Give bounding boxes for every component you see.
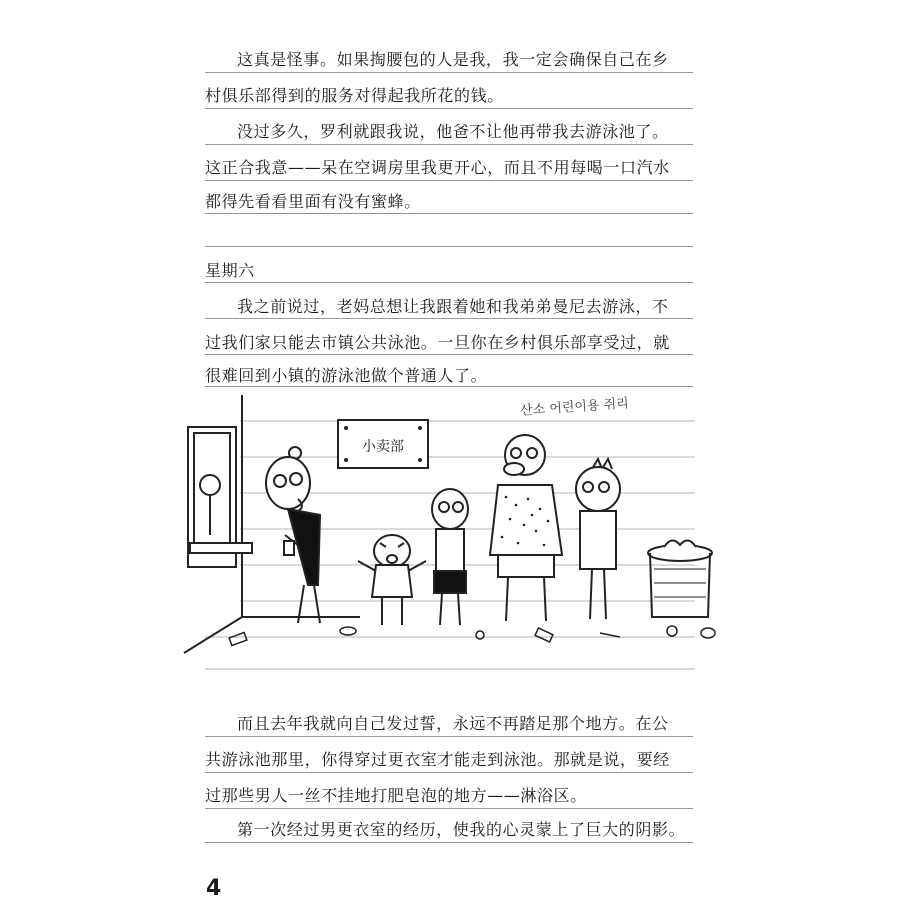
text-line: 我之前说过，老妈总想让我跟着她和我弟弟曼尼去游泳，不 (237, 297, 669, 316)
crying-baby-icon (358, 535, 426, 625)
text-line: 共游泳池那里，你得穿过更衣室才能走到泳池。那就是说，要经 (205, 750, 670, 769)
text-line: 第一次经过男更衣室的经历，使我的心灵蒙上了巨大的阴影。 (237, 820, 686, 839)
kid-figure-icon (432, 489, 468, 625)
text-line: 村俱乐部得到的服务对得起我所花的钱。 (205, 86, 504, 105)
ruled-line (205, 144, 693, 145)
ruled-line (205, 772, 693, 773)
text-line: 都得先看看里面有没有蜜蜂。 (205, 192, 421, 211)
ruled-line (205, 180, 693, 181)
ruled-line (205, 842, 693, 843)
ruled-line (205, 213, 693, 214)
floor-litter (229, 626, 715, 645)
hairy-man-icon (490, 435, 562, 621)
ruled-line (205, 282, 693, 283)
text-line: 没过多久，罗利就跟我说，他爸不让他再带我去游泳池了。 (237, 122, 669, 141)
text-line: 这正合我意——呆在空调房里我更开心，而且不用每喝一口汽水 (205, 158, 670, 177)
page-number: 4 (206, 876, 222, 901)
trash-can-icon (648, 540, 712, 617)
ruled-line (205, 246, 693, 247)
snack-bar-sign (338, 420, 428, 468)
ruled-line (205, 736, 693, 737)
text-line: 而且去年我就向自己发过誓，永远不再踏足那个地方。在公 (237, 714, 669, 733)
mom-figure-icon (266, 447, 320, 623)
text-line: 这真是怪事。如果掏腰包的人是我，我一定会确保自己在乡 (237, 50, 669, 69)
text-line: 很难回到小镇的游泳池做个普通人了。 (205, 366, 488, 385)
ruled-line (205, 808, 693, 809)
ruled-line (205, 108, 693, 109)
text-line: 过我们家只能去市镇公共泳池。一旦你在乡村俱乐部享受过，就 (205, 333, 670, 352)
ruled-line (205, 354, 693, 355)
sign-text: 小卖部 (362, 439, 404, 455)
illustration-signature: 산소 어린이용 쥐리 (519, 396, 630, 419)
ruled-line (205, 72, 693, 73)
section-heading: 星期六 (205, 261, 255, 280)
text-line: 过那些男人一丝不挂地打肥皂泡的地方——淋浴区。 (205, 786, 587, 805)
greg-figure-icon (576, 459, 620, 619)
ruled-line (205, 318, 693, 319)
snack-bar-illustration (180, 385, 720, 675)
